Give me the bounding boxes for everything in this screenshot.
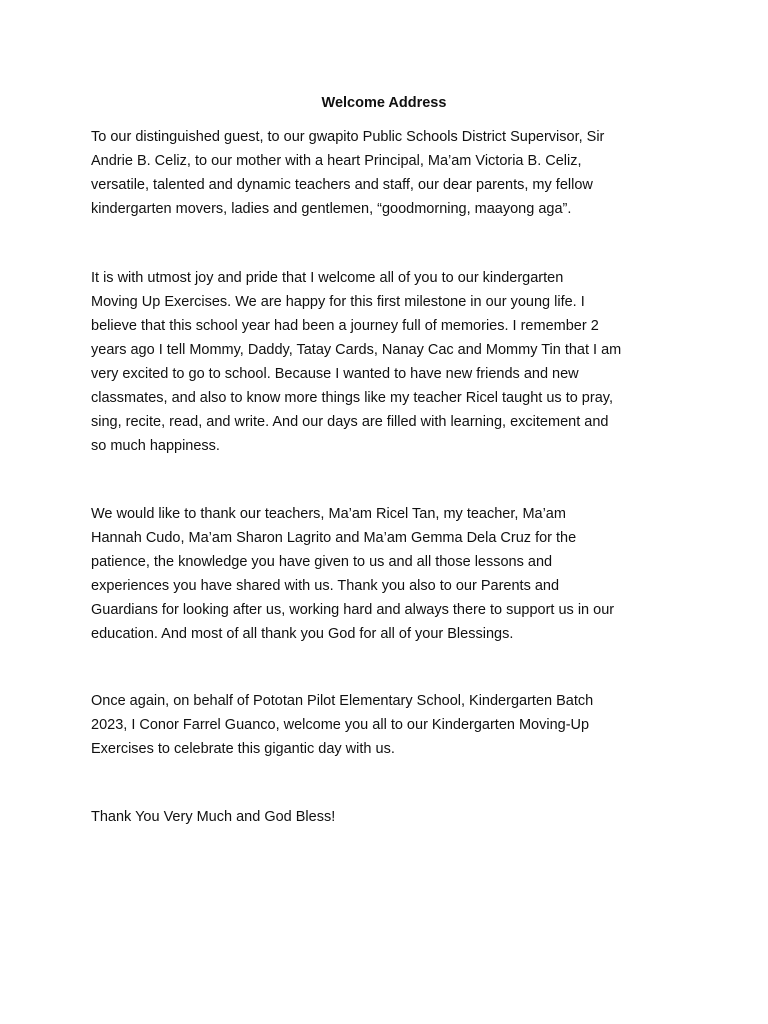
text-line: Thank You Very Much and God Bless! (91, 809, 336, 825)
text-line: To our distinguished guest, to our gwapito Public Schools District Supervisor, Sir (91, 129, 605, 145)
text-line: believe that this school year had been a journey full of memories. I remember 2 (91, 318, 599, 334)
text-line: Moving Up Exercises. We are happy for this first milestone in our young life. I (91, 294, 585, 310)
text-line: Hannah Cudo, Ma’am Sharon Lagrito and Ma’am Gemma Dela Cruz for the (91, 530, 577, 546)
text-line: kindergarten movers, ladies and gentlemen, “goodmorning, maayong aga”. (91, 201, 572, 217)
text-line: very excited to go to school. Because I wanted to have new friends and new (91, 366, 579, 382)
text-line: 2023, I Conor Farrel Guanco, welcome you all to our Kindergarten Moving-Up (91, 717, 590, 733)
text-line: classmates, and also to know more things like my teacher Ricel taught us to pray, (91, 390, 613, 406)
text-line: sing, recite, read, and write. And our days are filled with learning, excitement and (91, 414, 609, 430)
text-line: patience, the knowledge you have given to us and all those lessons and (91, 554, 553, 570)
text-line: years ago I tell Mommy, Daddy, Tatay Cards, Nanay Cac and Mommy Tin that I am (91, 342, 622, 358)
text-line: versatile, talented and dynamic teachers and staff, our dear parents, my fellow (91, 177, 593, 193)
document-title: Welcome Address (321, 95, 447, 111)
text-line: Guardians for looking after us, working hard and always there to support us in our (91, 602, 615, 618)
text-line: so much happiness. (91, 438, 220, 454)
text-line: It is with utmost joy and pride that I welcome all of you to our kindergarten (91, 270, 564, 286)
text-line: We would like to thank our teachers, Ma’am Ricel Tan, my teacher, Ma’am (91, 506, 566, 522)
text-line: Andrie B. Celiz, to our mother with a heart Principal, Ma’am Victoria B. Celiz, (91, 153, 582, 169)
text-line: Once again, on behalf of Pototan Pilot Elementary School, Kindergarten Batch (91, 693, 594, 709)
text-line: experiences you have shared with us. Thank you also to our Parents and (91, 578, 560, 594)
text-line: education. And most of all thank you God for all of your Blessings. (91, 626, 514, 642)
text-line: Exercises to celebrate this gigantic day with us. (91, 741, 395, 757)
